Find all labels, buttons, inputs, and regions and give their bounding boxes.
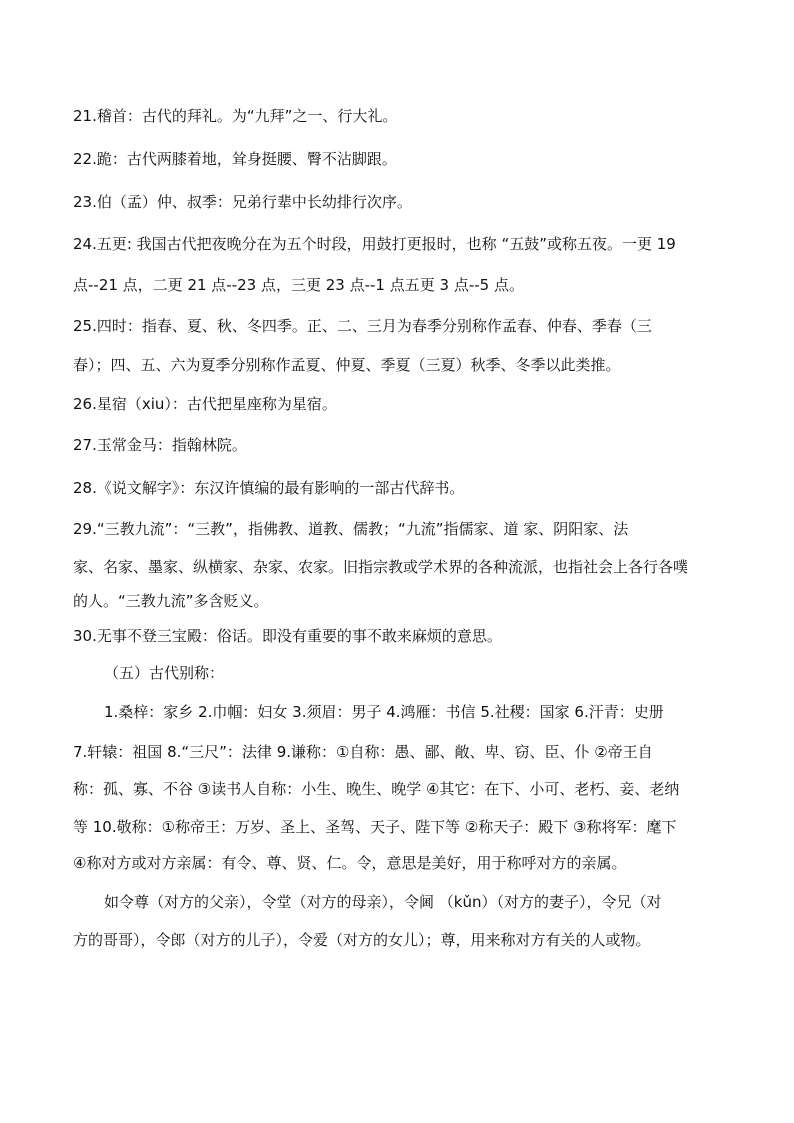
entry-24-line-1: 24.五更: 我国古代把夜晚分在为五个时段，用鼓打更报时，也称 “五鼓”或称五夜。一更 19 [73,235,676,253]
entry-22: 22.跪：古代两膝着地，耸身挺腰、臀不沾脚跟。 [73,150,397,168]
alias-line-5: ④称对方或对方亲属：有令、尊、贤、仁。令，意思是美好，用于称呼对方的亲属。 [73,854,627,872]
entry-23: 23.伯（孟）仲、叔季：兄弟行辈中长幼排行次序。 [73,193,412,211]
entry-30: 30.无事不登三宝殿：俗话。即没有重要的事不敢来麻烦的意思。 [73,627,502,645]
alias-line-2: 7.轩辕：祖国 8.“三尺”：法律 9.谦称：①自称：愚、鄙、敞、卑、窃、臣、仆 ②帝王自 [73,743,653,761]
entry-27: 27.玉常金马：指翰林院。 [73,436,247,454]
entry-28: 28.《说文解字》：东汉许慎编的最有影响的一部古代辞书。 [73,479,465,497]
closing-paragraph-line-1: 如令尊（对方的父亲），令堂（对方的母亲），令阃 （kǔn）（对方的妻子），令兄（对 [104,893,662,911]
entry-21: 21.稽首：古代的拜礼。为“九拜”之一、行大礼。 [73,107,398,125]
entry-29-line-1: 29.“三教九流”：“三教”，指佛教、道教、儒教；“九流”指儒家、道 家、阴阳家、法 [73,520,629,538]
entry-26: 26.星宿（xiu）：古代把星座称为星宿。 [73,395,337,413]
alias-line-1: 1.桑梓：家乡 2.巾帼：妇女 3.须眉：男子 4.鸿雁：书信 5.社稷：国家 6.汗青：史册 [104,703,664,721]
entry-24-line-2: 点--21 点，二更 21 点--23 点，三更 23 点--1 点五更 3 点--5 点。 [73,276,524,294]
closing-paragraph-line-2: 方的哥哥），令郎（对方的儿子），令爱（对方的女儿）；尊，用来称对方有关的人或物。 [73,931,651,949]
entry-25-line-1: 25.四时：指春、夏、秋、冬四季。正、二、三月为春季分别称作孟春、仲春、季春（三 [73,317,652,335]
entry-29-line-2: 家、名家、墨家、纵横家、杂家、农家。旧指宗教或学术界的各种流派，也指社会上各行各噗 [73,558,689,576]
alias-line-4: 等 10.敬称：①称帝王：万岁、圣上、圣驾、天子、陛下等 ②称天子：殿下 ③称将军：麾下 [73,818,677,836]
entry-29-line-3: 的人。“三教九流”多含贬义。 [73,592,269,610]
alias-line-3: 称：孤、寡、不谷 ③读书人自称：小生、晚生、晚学 ④其它：在下、小可、老朽、妾、老纳 [73,780,680,798]
entry-25-line-2: 春）；四、五、六为夏季分别称作孟夏、仲夏、季夏（三夏）秋季、冬季以此类推。 [73,356,621,374]
section-heading: （五）古代别称： [104,664,225,682]
